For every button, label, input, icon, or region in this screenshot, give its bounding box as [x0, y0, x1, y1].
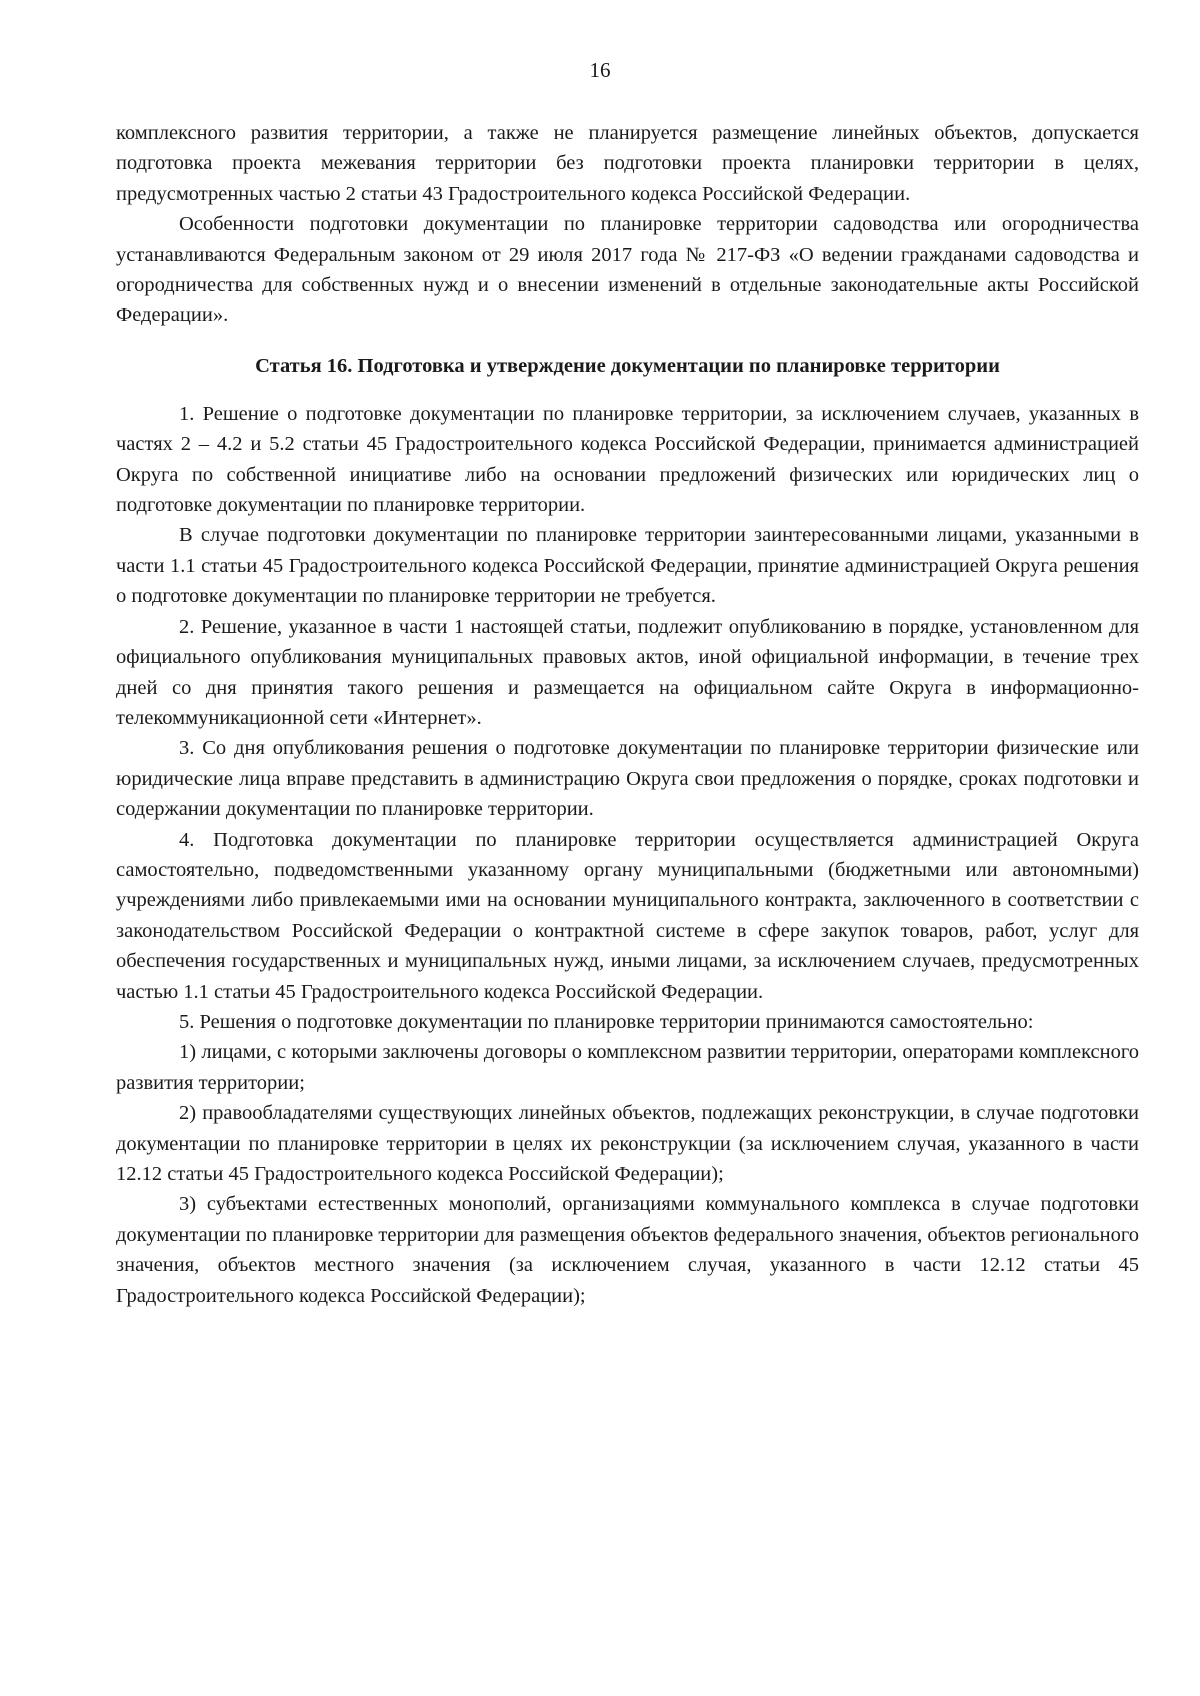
article-paragraph-4: 4. Подготовка документации по планировке территории осуществляется администрацией Округа самостоятельно, подведомственными указанному органу муниципальными (бюджетными или автономными) учреждениями либо привлекаемыми ими на основании муниципального контракта, заключенного в соответствии с законодательством Российской Федерации о контрактной системе в сфере закупок товаров, работ, услуг для обеспечения государственных и муниципальных нужд, иными лицами, за исключением случаев, предусмотренных частью 1.1 статьи 45 Градостроительного кодекса Российской Федерации. [116, 828, 1139, 1003]
article-paragraph-5: 5. Решения о подготовке документации по планировке территории принимаются самостоятельно: [179, 1010, 1034, 1033]
list-item-1: 1) лицами, с которыми заключены договоры о комплексном развитии территории, операторами комплексного развития территории; [116, 1041, 1139, 1094]
article-heading: Статья 16. Подготовка и утверждение документации по планировке территории [255, 354, 1000, 377]
article-paragraph-2: 2. Решение, указанное в части 1 настоящей статьи, подлежит опубликованию в порядке, установленном для официального опубликования муниципальных правовых актов, иной официальной информации, в течение трех дней со дня принятия такого решения и размещается на официальном сайте Округа в информационно-телекоммуникационной сети «Интернет». [116, 615, 1139, 729]
paragraph-gardening-note: Особенности подготовки документации по планировке территории садоводства или огородничества устанавливаются Федеральным законом от 29 июля 2017 года № 217-ФЗ «О ведении гражданами садоводства и огородничества для собственных нужд и о внесении изменений в отдельные законодательные акты Российской Федерации». [116, 213, 1139, 327]
document-body [116, 118, 1139, 1311]
page-number: 16 [589, 58, 611, 82]
list-item-2: 2) правообладателями существующих линейных объектов, подлежащих реконструкции, в случае подготовки документации по планировке территории в целях их реконструкции (за исключением случая, указанного в части 12.12 статьи 45 Градостроительного кодекса Российской Федерации); [116, 1102, 1139, 1185]
article-paragraph-1-note: В случае подготовки документации по планировке территории заинтересованными лицами, указанными в части 1.1 статьи 45 Градостроительного кодекса Российской Федерации, принятие администрацией Округа решения о подготовке документации по планировке территории не требуется. [116, 524, 1139, 608]
paragraph-continuation: комплексного развития территории, а также не планируется размещение линейных объектов, допускается подготовка проекта межевания территории без подготовки проекта планировки территории в целях, предусмотренных частью 2 статьи 43 Градостроительного кодекса Российской Федерации. [116, 122, 1139, 205]
article-paragraph-1: 1. Решение о подготовке документации по планировке территории, за исключением случаев, указанных в частях 2 – 4.2 и 5.2 статьи 45 Градостроительного кодекса Российской Федерации, принимается администрацией Округа по собственной инициативе либо на основании предложений физических или юридических лиц о подготовке документации по планировке территории. [116, 402, 1139, 517]
article-paragraph-3: 3. Со дня опубликования решения о подготовке документации по планировке территории физические или юридические лица вправе представить в администрацию Округа свои предложения о порядке, сроках подготовки и содержании документации по планировке территории. [116, 737, 1139, 821]
list-item-3: 3) субъектами естественных монополий, организациями коммунального комплекса в случае подготовки документации по планировке территории для размещения объектов федерального значения, объектов регионального значения, объектов местного значения (за исключением случая, указанного в части 12.12 статьи 45 Градостроительного кодекса Российской Федерации); [116, 1193, 1139, 1307]
